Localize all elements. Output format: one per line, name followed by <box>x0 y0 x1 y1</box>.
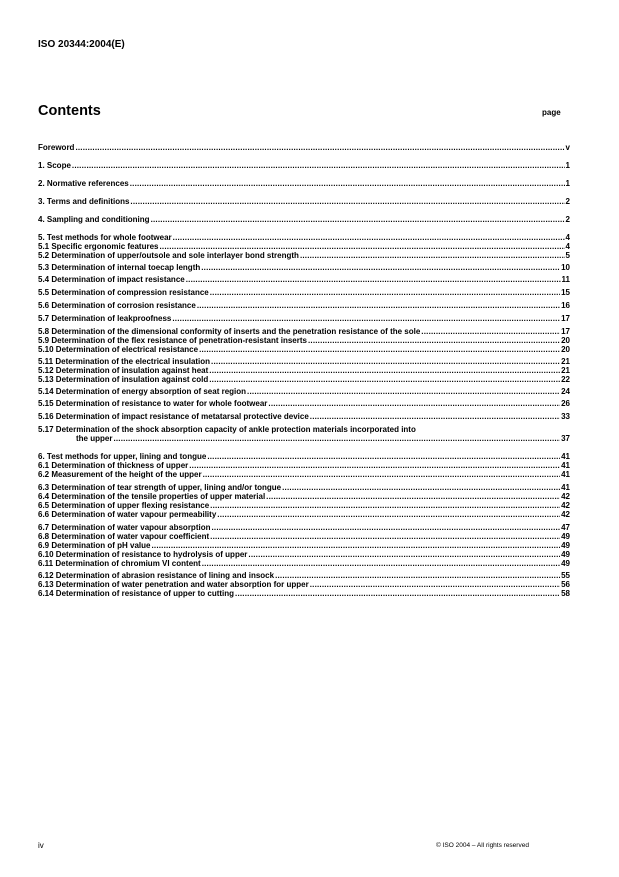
toc-page: 41 <box>561 461 570 470</box>
toc-entry[interactable] <box>38 327 570 336</box>
document-id: ISO 20344:2004(E) <box>38 39 125 50</box>
toc-label: 5.16 Determination of impact resistance of metatarsal protective device <box>38 412 309 421</box>
toc-page: 58 <box>561 589 570 598</box>
page-column-label: page <box>542 108 561 117</box>
toc-page: 15 <box>561 288 570 297</box>
toc-page: 49 <box>561 532 570 541</box>
toc-page: 17 <box>561 327 570 336</box>
leader-dots <box>210 288 560 297</box>
toc-label: 5.8 Determination of the dimensional conformity of inserts and the penetration resistance of the sole <box>38 327 421 336</box>
toc-page: 2 <box>565 215 570 224</box>
toc-entry[interactable] <box>38 559 570 568</box>
toc-entry[interactable] <box>38 387 570 396</box>
toc-page: 41 <box>561 452 570 461</box>
toc-entry[interactable] <box>38 251 570 260</box>
toc-page: 26 <box>561 399 570 408</box>
toc-page: 21 <box>561 357 570 366</box>
leader-dots <box>201 263 560 272</box>
leader-dots <box>210 532 560 541</box>
toc-label: 6.3 Determination of tear strength of upper, lining and/or tongue <box>38 483 282 492</box>
toc-entry[interactable] <box>38 288 570 297</box>
leader-dots <box>72 161 565 170</box>
leader-dots <box>189 461 560 470</box>
toc-page: 41 <box>561 470 570 479</box>
page-title: Contents <box>38 103 101 119</box>
toc-entry[interactable] <box>38 523 570 532</box>
table-of-contents <box>38 142 570 598</box>
toc-page: 41 <box>561 483 570 492</box>
leader-dots <box>151 215 565 224</box>
leader-dots <box>197 301 560 310</box>
toc-page: 21 <box>561 366 570 375</box>
leader-dots <box>209 366 560 375</box>
toc-label: 5.17 Determination of the shock absorption capacity of ankle protection materials incorporated into <box>38 425 416 434</box>
leader-dots <box>211 523 560 532</box>
toc-label-continued: the upper <box>76 434 113 443</box>
toc-label: 1. Scope <box>38 161 71 170</box>
leader-dots <box>203 470 561 479</box>
toc-page: 20 <box>561 345 570 354</box>
toc-entry[interactable] <box>38 399 570 408</box>
toc-entry[interactable] <box>38 275 570 284</box>
toc-label: 6.4 Determination of the tensile properties of upper material <box>38 492 266 501</box>
toc-entry-terms[interactable] <box>38 197 570 206</box>
toc-page: 1 <box>565 161 570 170</box>
toc-label: 5.11 Determination of the electrical insulation <box>38 357 211 366</box>
toc-entry[interactable] <box>38 541 570 550</box>
toc-page: 49 <box>561 541 570 550</box>
leader-dots <box>210 501 560 510</box>
toc-page: 33 <box>561 412 570 421</box>
toc-entry[interactable] <box>38 461 570 470</box>
leader-dots <box>113 434 560 443</box>
toc-label: 5.9 Determination of the flex resistance of penetration-resistant inserts <box>38 336 307 345</box>
toc-label: 5. Test methods for whole footwear <box>38 233 172 242</box>
toc-entry[interactable] <box>38 314 570 323</box>
toc-page: 56 <box>561 580 570 589</box>
toc-entry[interactable] <box>38 375 570 384</box>
toc-page: 1 <box>565 179 570 188</box>
leader-dots <box>310 580 560 589</box>
toc-entry[interactable] <box>38 510 570 519</box>
toc-entry[interactable] <box>38 532 570 541</box>
toc-label: 5.5 Determination of compression resistance <box>38 288 209 297</box>
toc-page: 4 <box>565 242 570 251</box>
leader-dots <box>300 251 565 260</box>
toc-label: 6.11 Determination of chromium VI content <box>38 559 201 568</box>
leader-dots <box>266 492 560 501</box>
toc-entry[interactable] <box>38 483 570 492</box>
toc-page: 4 <box>565 233 570 242</box>
toc-label: 6.8 Determination of water vapour coefficient <box>38 532 210 541</box>
leader-dots <box>186 275 561 284</box>
toc-label: 2. Normative references <box>38 179 129 188</box>
toc-entry[interactable] <box>38 366 570 375</box>
toc-page: 42 <box>561 510 570 519</box>
toc-label: 6.5 Determination of upper flexing resistance <box>38 501 210 510</box>
leader-dots <box>207 452 560 461</box>
leader-dots <box>310 412 560 421</box>
toc-page: 49 <box>561 550 570 559</box>
leader-dots <box>282 483 560 492</box>
toc-page: 5 <box>565 251 570 260</box>
leader-dots <box>130 197 564 206</box>
leader-dots <box>172 314 560 323</box>
toc-label: 6.12 Determination of abrasion resistance of lining and insock <box>38 571 275 580</box>
toc-label: 6.6 Determination of water vapour permeability <box>38 510 217 519</box>
toc-entry[interactable] <box>38 492 570 501</box>
toc-entry[interactable] <box>38 336 570 345</box>
toc-entry[interactable] <box>38 550 570 559</box>
section-5-entries <box>38 233 570 421</box>
leader-dots <box>247 387 560 396</box>
toc-label: 5.13 Determination of insulation against cold <box>38 375 209 384</box>
page-number: iv <box>38 841 44 850</box>
toc-page: 10 <box>561 263 570 272</box>
toc-label: Foreword <box>38 143 75 152</box>
leader-dots <box>248 550 560 559</box>
toc-page: 49 <box>561 559 570 568</box>
leader-dots <box>421 327 560 336</box>
toc-label: 5.2 Determination of upper/outsole and sole interlayer bond strength <box>38 251 299 260</box>
toc-page: 22 <box>561 375 570 384</box>
toc-label: 5.14 Determination of energy absorption of seat region <box>38 387 247 396</box>
toc-entry[interactable] <box>38 571 570 580</box>
toc-label: 6.1 Determination of thickness of upper <box>38 461 189 470</box>
toc-page: 42 <box>561 492 570 501</box>
leader-dots <box>173 233 565 242</box>
toc-entry[interactable] <box>38 301 570 310</box>
leader-dots <box>209 375 560 384</box>
leader-dots <box>217 510 560 519</box>
toc-entry[interactable] <box>38 263 570 272</box>
toc-label: 6. Test methods for upper, lining and tongue <box>38 452 207 461</box>
toc-entry[interactable] <box>38 501 570 510</box>
toc-entry[interactable] <box>38 233 570 242</box>
toc-label: 6.2 Measurement of the height of the upper <box>38 470 202 479</box>
leader-dots <box>202 559 560 568</box>
toc-entry[interactable] <box>38 357 570 366</box>
toc-entry-sampling[interactable] <box>38 215 570 224</box>
toc-entry-scope[interactable] <box>38 161 570 170</box>
toc-label: 5.10 Determination of electrical resistance <box>38 345 199 354</box>
toc-page: 42 <box>561 501 570 510</box>
toc-entry[interactable] <box>38 470 570 479</box>
toc-page: 55 <box>561 571 570 580</box>
leader-dots <box>199 345 560 354</box>
toc-label: 5.7 Determination of leakproofness <box>38 314 172 323</box>
toc-entry-5-17[interactable] <box>38 425 570 443</box>
section-6-entries <box>38 452 570 598</box>
toc-entry[interactable] <box>38 589 570 598</box>
leader-dots <box>211 357 560 366</box>
leader-dots <box>275 571 560 580</box>
toc-page: 47 <box>561 523 570 532</box>
toc-label: 5.6 Determination of corrosion resistance <box>38 301 196 310</box>
toc-entry-normative[interactable] <box>38 179 570 188</box>
toc-entry[interactable] <box>38 345 570 354</box>
toc-label: 5.3 Determination of internal toecap length <box>38 263 201 272</box>
toc-entry[interactable] <box>38 412 570 421</box>
toc-entry[interactable] <box>38 242 570 251</box>
toc-label: 6.9 Determination of pH value <box>38 541 151 550</box>
toc-page: 20 <box>561 336 570 345</box>
toc-page: v <box>565 143 570 152</box>
toc-label: 5.1 Specific ergonomic features <box>38 242 159 251</box>
toc-entry[interactable] <box>38 452 570 461</box>
leader-dots <box>268 399 560 408</box>
leader-dots <box>235 589 560 598</box>
toc-label: 6.14 Determination of resistance of upper to cutting <box>38 589 235 598</box>
toc-page: 17 <box>561 314 570 323</box>
leader-dots <box>151 541 560 550</box>
toc-label: 5.15 Determination of resistance to water for whole footwear <box>38 399 268 408</box>
toc-label: 3. Terms and definitions <box>38 197 130 206</box>
leader-dots <box>75 143 564 152</box>
toc-label: 6.7 Determination of water vapour absorption <box>38 523 211 532</box>
toc-label: 5.4 Determination of impact resistance <box>38 275 185 284</box>
toc-page: 24 <box>561 387 570 396</box>
toc-label: 6.10 Determination of resistance to hydrolysis of upper <box>38 550 248 559</box>
toc-page: 16 <box>561 301 570 310</box>
toc-page: 11 <box>561 275 570 284</box>
leader-dots <box>130 179 565 188</box>
toc-page: 37 <box>561 434 570 443</box>
toc-entry-foreword[interactable] <box>38 142 570 152</box>
leader-dots <box>308 336 560 345</box>
copyright-notice: © ISO 2004 – All rights reserved <box>436 842 529 849</box>
toc-label: 4. Sampling and conditioning <box>38 215 150 224</box>
toc-label: 5.12 Determination of insulation against heat <box>38 366 209 375</box>
toc-entry[interactable] <box>38 580 570 589</box>
leader-dots <box>160 242 565 251</box>
toc-label: 6.13 Determination of water penetration and water absorption for upper <box>38 580 309 589</box>
toc-page: 2 <box>565 197 570 206</box>
